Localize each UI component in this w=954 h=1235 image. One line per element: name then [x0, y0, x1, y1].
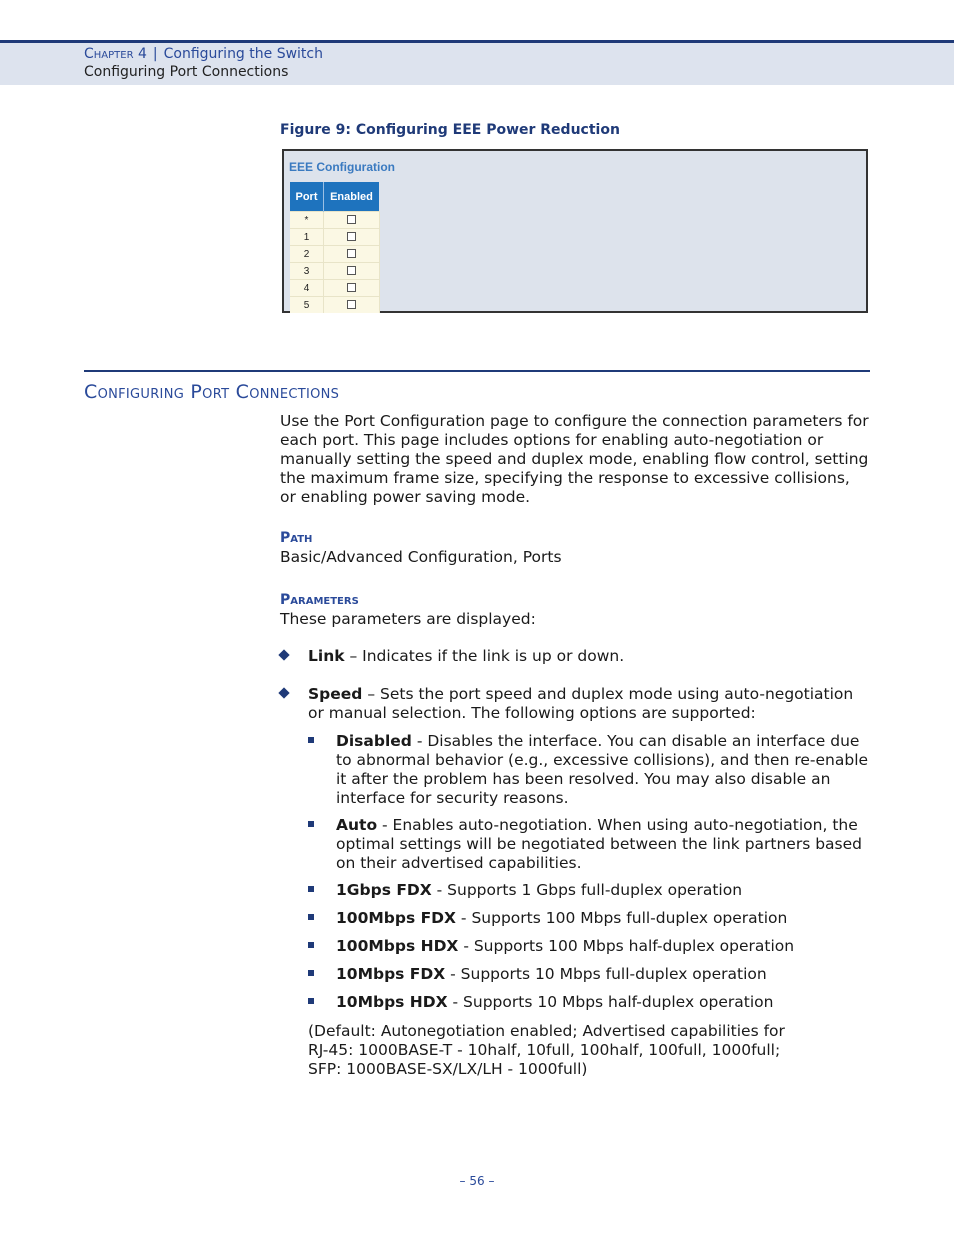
- table-row: [290, 280, 379, 297]
- port-cell: 5: [290, 297, 324, 314]
- option-term: Auto: [336, 816, 378, 834]
- option-term: 10Mbps FDX: [336, 965, 446, 983]
- default-line: (Default: Autonegotiation enabled; Advertised capabilities for: [308, 1022, 785, 1040]
- diamond-bullet-icon: [278, 649, 289, 660]
- eee-config-title: EEE Configuration: [289, 160, 395, 174]
- default-note: [308, 1022, 870, 1079]
- column-header-enabled: Enabled: [324, 182, 380, 212]
- eee-table: [290, 182, 380, 313]
- header-separator: |: [152, 46, 158, 62]
- square-bullet-icon: [308, 821, 314, 827]
- path-heading: Path: [280, 530, 313, 546]
- square-bullet-icon: [308, 737, 314, 743]
- port-cell: 3: [290, 263, 324, 280]
- option-desc: - Supports 1 Gbps full-duplex operation: [431, 881, 743, 899]
- intro-paragraph: Use the Port Configuration page to configure the connection parameters for each port. This page includes options for enabling auto-negotiation or manually setting the speed and duplex mode, enabling flow control, setting the maximum frame size, specifying the response to excessive collisions, or enabling power saving mode.: [280, 412, 869, 506]
- default-line: SFP: 1000BASE-SX/LX/LH - 1000full): [308, 1060, 588, 1078]
- parameters-text: These parameters are displayed:: [280, 610, 536, 628]
- parameters-heading: Parameters: [280, 592, 359, 608]
- port-cell: *: [290, 212, 324, 229]
- section-rule: [84, 370, 870, 372]
- enabled-checkbox[interactable]: [347, 283, 356, 292]
- path-text: Basic/Advanced Configuration, Ports: [280, 548, 562, 566]
- chapter-label: Chapter 4: [84, 46, 147, 62]
- column-header-port: Port: [290, 182, 324, 212]
- bullet-term: Link: [308, 647, 345, 665]
- default-line: RJ-45: 1000BASE-T - 10half, 10full, 100half, 100full, 1000full;: [308, 1041, 781, 1059]
- port-cell: 4: [290, 280, 324, 297]
- enabled-checkbox[interactable]: [347, 300, 356, 309]
- enabled-checkbox[interactable]: [347, 249, 356, 258]
- bullet-desc: – Sets the port speed and duplex mode using auto-negotiation or manual selection. The following options are supported:: [308, 685, 854, 722]
- page-number: – 56 –: [459, 1174, 495, 1188]
- option-term: 100Mbps HDX: [336, 937, 459, 955]
- header-section: Configuring Port Connections: [84, 64, 289, 80]
- enabled-checkbox[interactable]: [347, 232, 356, 241]
- table-row: [290, 229, 379, 246]
- port-cell: 1: [290, 229, 324, 246]
- enabled-checkbox[interactable]: [347, 266, 356, 275]
- chapter-title: Configuring the Switch: [163, 46, 323, 62]
- option-term: 1Gbps FDX: [336, 881, 432, 899]
- option-term: 10Mbps HDX: [336, 993, 448, 1011]
- table-row: [290, 212, 379, 229]
- figure-screenshot: [282, 149, 868, 313]
- enabled-checkbox[interactable]: [347, 215, 356, 224]
- square-bullet-icon: [308, 998, 314, 1004]
- square-bullet-icon: [308, 942, 314, 948]
- option-desc: - Enables auto-negotiation. When using auto-negotiation, the optimal settings will be negotiated between the link partners based on their advertised capabilities.: [336, 816, 863, 872]
- figure-caption: Figure 9: Configuring EEE Power Reduction: [280, 122, 620, 138]
- port-cell: 2: [290, 246, 324, 263]
- running-header: [84, 46, 323, 62]
- option-term: Disabled: [336, 732, 412, 750]
- table-row: [290, 297, 379, 314]
- option-term: 100Mbps FDX: [336, 909, 456, 927]
- square-bullet-icon: [308, 914, 314, 920]
- option-desc: - Supports 100 Mbps full-duplex operation: [456, 909, 788, 927]
- square-bullet-icon: [308, 970, 314, 976]
- option-desc: - Supports 100 Mbps half-duplex operation: [458, 937, 795, 955]
- option-desc: - Supports 10 Mbps full-duplex operation: [445, 965, 767, 983]
- option-desc: - Supports 10 Mbps half-duplex operation: [447, 993, 774, 1011]
- bullet-term: Speed: [308, 685, 363, 703]
- option-desc: - Disables the interface. You can disable an interface due to abnormal behavior (e.g., excessive collisions), and then re-enable it after the problem has been resolved. You may also disable an interface for security reasons.: [336, 732, 869, 807]
- section-title: Configuring Port Connections: [84, 381, 340, 403]
- bullet-desc: – Indicates if the link is up or down.: [344, 647, 625, 665]
- square-bullet-icon: [308, 886, 314, 892]
- diamond-bullet-icon: [278, 687, 289, 698]
- table-row: [290, 263, 379, 280]
- table-row: [290, 246, 379, 263]
